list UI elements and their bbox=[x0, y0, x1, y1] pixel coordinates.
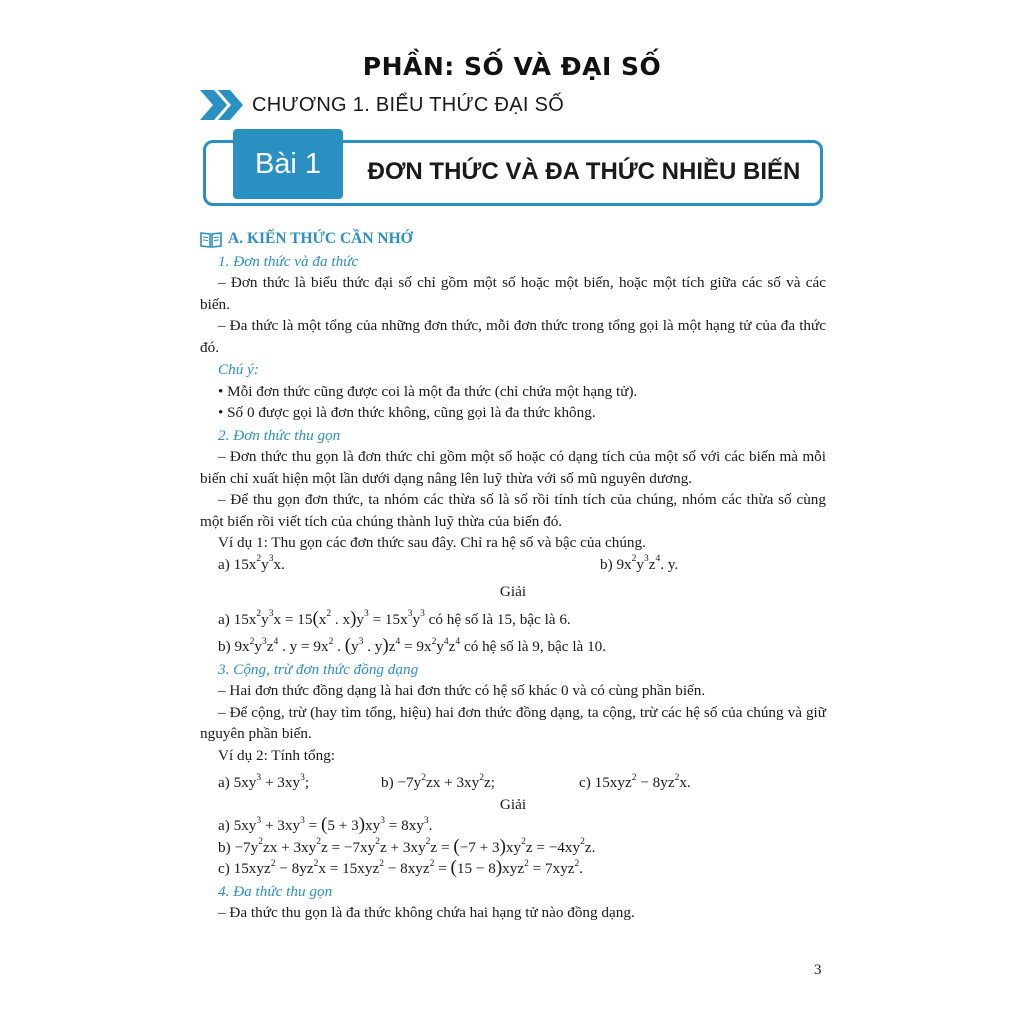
solution-2a: a) $5xy^3 + 3xy^3 = (5 + 3)xy^3 = 8xy^3$. bbox=[218, 814, 433, 835]
lesson-label: Bài 1 bbox=[233, 129, 343, 199]
example-2-items bbox=[200, 772, 826, 794]
example-2-prompt: Ví dụ 2: Tính tổng: bbox=[218, 746, 336, 764]
example-1a: a) $15x^2y^3x$. bbox=[218, 554, 285, 573]
chapter-title: CHƯƠNG 1. BIỂU THỨC ĐẠI SỐ bbox=[252, 93, 565, 116]
subsection-1-title: 1. Đơn thức và đa thức bbox=[218, 252, 359, 270]
bullet-item: • Số 0 được gọi là đơn thức không, cũng gọi là đa thức không. bbox=[218, 404, 596, 421]
lesson-title: ĐƠN THỨC VÀ ĐA THỨC NHIỀU BIẾN bbox=[367, 158, 801, 185]
solution-1b: b) $9x^2y^3z^4$ . $y = 9x^2$ . ($y^3$ . $y)z^4 = 9x^2y^4z^4$ có hệ số là 9, bậc là 10. bbox=[218, 635, 607, 656]
paragraph: – Đa thức là một tổng của những đơn thức, mỗi đơn thức trong tổng gọi là một hạng tử của đa thức đó. bbox=[200, 317, 826, 356]
chapter-heading bbox=[200, 88, 564, 122]
example-2b: $b) -7y^2zx + 3xy^2z$; bbox=[381, 772, 495, 791]
book-icon bbox=[200, 230, 222, 248]
double-chevron-icon bbox=[200, 88, 246, 122]
solution-2b: $b) -7y^2zx + 3xy^2z = -7xy^2z + 3xy^2z = (-7 + 3)xy^2z = -4xy^2z$. bbox=[218, 835, 596, 857]
paragraph: – Để cộng, trừ (hay tìm tổng, hiệu) hai đơn thức đồng dạng, ta cộng, trừ các hệ số của chúng và giữ nguyên phần biến. bbox=[200, 703, 826, 742]
subsection-4-title: 4. Đa thức thu gọn bbox=[218, 882, 333, 900]
paragraph: – Đơn thức là biểu thức đại số chỉ gồm một số hoặc một biến, hoặc một tích giữa các số và các biến. bbox=[200, 274, 826, 313]
example-2c: c) $15xyz^2 - 8yz^2x$. bbox=[579, 772, 691, 791]
subsection-2-title: 2. Đơn thức thu gọn bbox=[218, 426, 341, 444]
page-number: 3 bbox=[814, 962, 822, 978]
example-1b: b) $9x^2y^3z^4$. y. bbox=[600, 554, 679, 573]
solution-2c: c) $15xyz^2 - 8yz^2x = 15xyz^2 - 8xyz^2 = (15 - 8)xyz^2 = 7xyz^2$. bbox=[218, 857, 584, 878]
solution-label: Giải bbox=[499, 795, 527, 813]
lesson-content bbox=[200, 226, 826, 924]
example-2a: a) $5xy^3 + 3xy^3$; bbox=[218, 772, 310, 791]
solution-1a: a) $15x^2y^3x = 15(x^2$ . $x)y^3 = 15x^3y^3$ có hệ số là 15, bậc là 6. bbox=[218, 607, 571, 629]
note-label: Chú ý: bbox=[218, 361, 259, 378]
paragraph: – Hai đơn thức đồng dạng là hai đơn thức có hệ số khác 0 và có cùng phần biến. bbox=[218, 682, 706, 699]
paragraph: – Để thu gọn đơn thức, ta nhóm các thừa số là số rồi tính tích của chúng, nhóm các thừa số cùng một biến rồi viết tích của chúng thành luỹ thừa của biến đó. bbox=[200, 491, 826, 530]
paragraph: – Đa thức thu gọn là đa thức không chứa hai hạng tử nào đồng dạng. bbox=[218, 904, 635, 921]
subsection-3-title: 3. Cộng, trừ đơn thức đồng dạng bbox=[218, 660, 419, 678]
part-title: PHẦN: SỐ VÀ ĐẠI SỐ bbox=[362, 52, 662, 81]
solution-1a-text: có hệ số là 15, bậc là 6. bbox=[424, 610, 571, 628]
section-a-heading bbox=[200, 228, 826, 250]
solution-1b-text: có hệ số là 9, bậc là 10. bbox=[460, 638, 607, 655]
section-a-title: A. KIẾN THỨC CẦN NHỚ bbox=[228, 230, 413, 247]
example-1-prompt: Ví dụ 1: Thu gọn các đơn thức sau đây. Chỉ ra hệ số và bậc của chúng. bbox=[218, 534, 646, 551]
paragraph: – Đơn thức thu gọn là đơn thức chỉ gồm một số hoặc có dạng tích của một số với các biến mà mỗi biến chỉ xuất hiện một lần dưới dạng nâng lên luỹ thừa với số mũ nguyên dương. bbox=[200, 448, 826, 487]
example-1-items bbox=[200, 554, 826, 576]
solution-label: Giải bbox=[499, 583, 527, 600]
bullet-item: • Mỗi đơn thức cũng được coi là một đa thức (chỉ chứa một hạng tử). bbox=[218, 382, 638, 400]
